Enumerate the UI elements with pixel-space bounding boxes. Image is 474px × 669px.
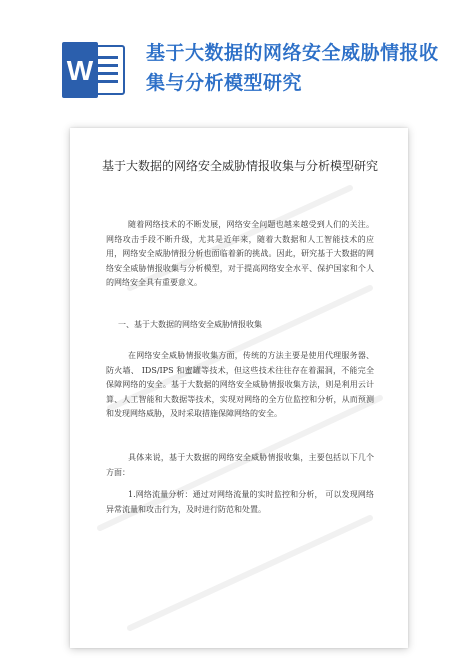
intro-paragraph: 随着网络技术的不断发展，网络安全问题也越来越受到人们的关注。网络攻击手段不断升级，尤其是近年来，随着大数据和人工智能技术的应用，网络安全威胁情报分析也面临着新的挑战。因此，研究基于大数据的网络安全威胁情报收集与分析模型，对于提高网络安全水平、保护国家和个人的网络安全具有重要意义。 xyxy=(106,220,374,288)
word-icon-letter: W xyxy=(66,55,94,86)
document-banner xyxy=(0,0,474,130)
body-paragraph: 具体来说，基于大数据的网络安全威胁情报收集，主要包括以下几个方面： xyxy=(106,453,374,477)
section-heading: 一、基于大数据的网络安全威胁情报收集 xyxy=(118,320,262,329)
document-title: 基于大数据的网络安全威胁情报收集与分析模型研究 xyxy=(101,159,378,173)
document-page xyxy=(70,128,408,648)
list-item: 1.网络流量分析：通过对网络流量的实时监控和分析， 可以发现网络异常流量和攻击行为，及时进行防范和处置。 xyxy=(106,490,374,514)
body-paragraph: 在网络安全威胁情报收集方面，传统的方法主要是使用代理服务器、防火墙、 IDS/IPS 和蜜罐等技术，但这些技术往往存在着漏洞，不能完全保障网络的安全。基于大数据的网络安全威胁情报收集方法，则是利用云计算、人工智能和大数据等技术，实现对网络的全方位监控和分析，从而预测和发现网络威胁，及时采取措施保障网络的安全。 xyxy=(106,351,374,419)
word-document-icon xyxy=(62,42,126,98)
banner-title: 基于大数据的网络安全威胁情报收集与分析模型研究 xyxy=(146,42,439,94)
